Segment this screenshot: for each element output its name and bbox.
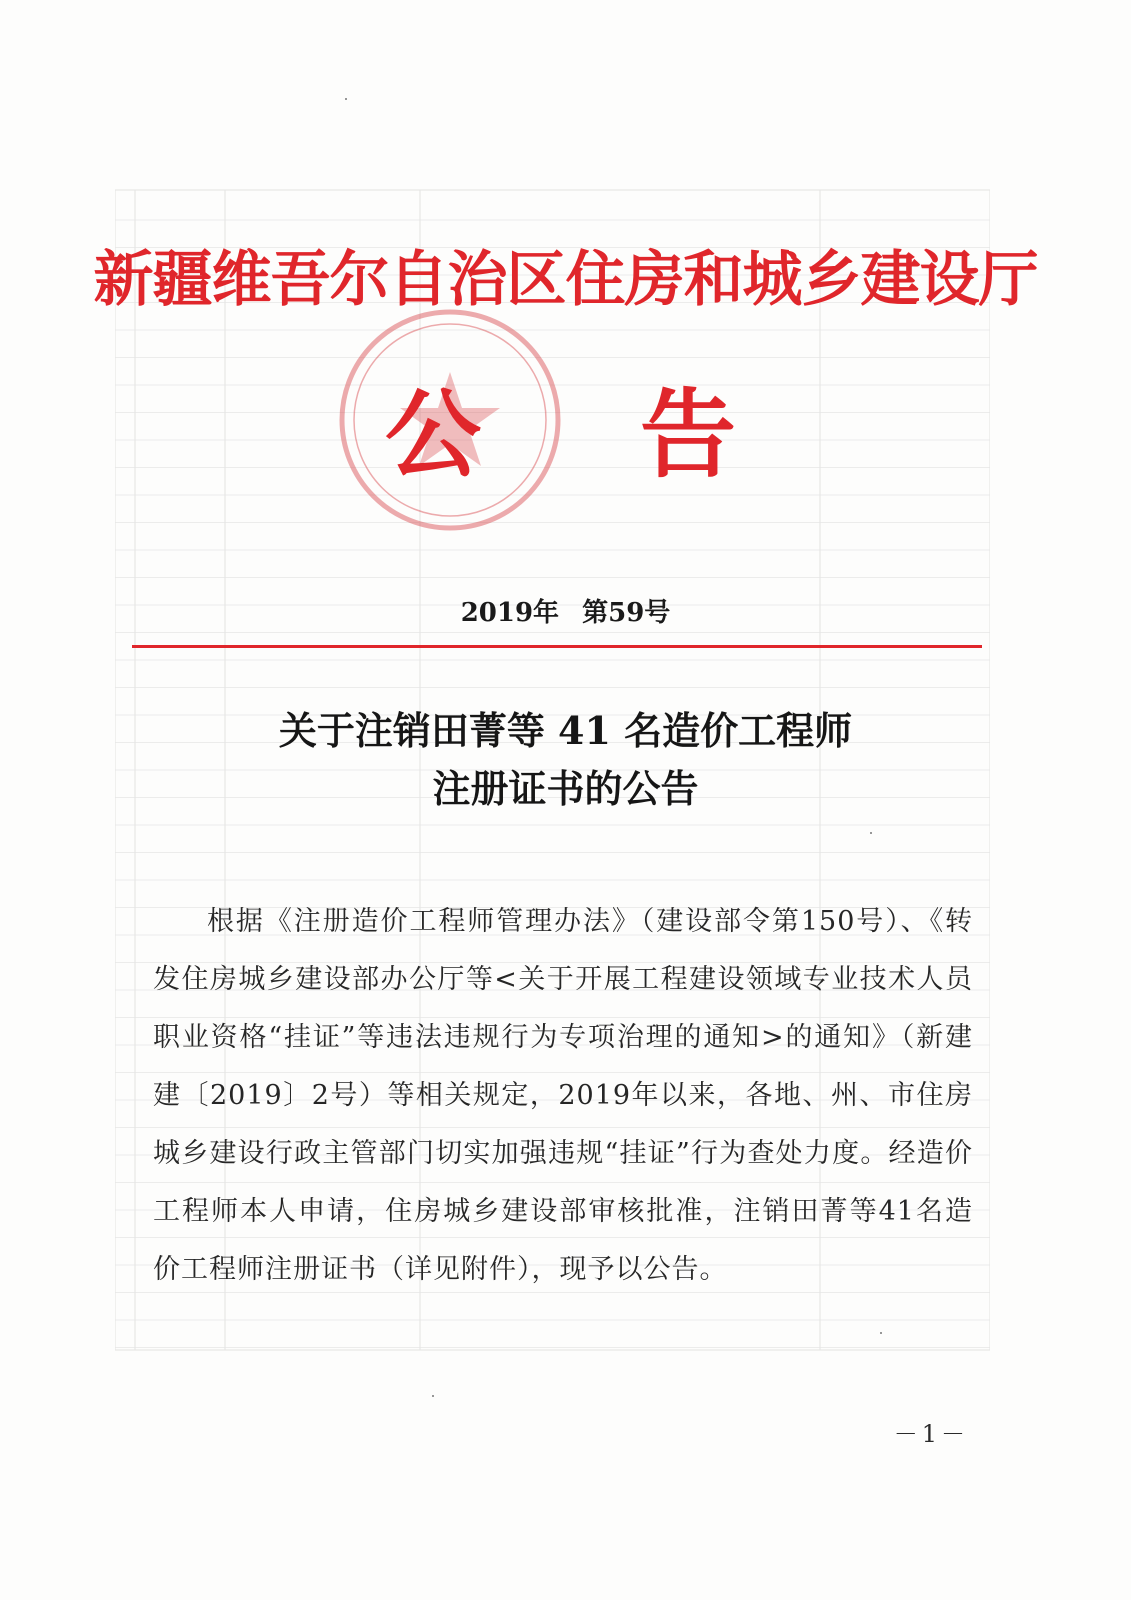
announcement-title-line-2: 注册证书的公告 [432,766,699,811]
doc-type-char-1: 公 [385,379,481,491]
announcement-body: 根据《注册造价工程师管理办法》（建设部令第150号）、《转发住房城乡建设部办公厅等<关于开展工程建设领域专业技术人员职业资格“挂证”等违法违规行为专项治理的通知>的通知》（新建建〔2019〕2号）等相关规定，2019年以来，各地、州、市住房城乡建设行政主管部门切实加强违规“挂证”行为查处力度。经造价工程师本人申请，住房城乡建设部审核批准，注销田菁等41名造价工程师注册证书（详见附件），现予以公告。 [153,906,973,1285]
doc-type-char-2: 告 [640,379,736,491]
page-number: －1－ [893,1420,969,1448]
scan-speck [345,98,347,100]
scan-speck [870,832,872,834]
scan-speck [880,1332,882,1334]
red-divider-line [132,645,982,648]
issuing-authority-header: 新疆维吾尔自治区住房和城乡建设厅 [93,245,1038,315]
scan-speck [432,1395,434,1397]
announcement-title-line-1: 关于注销田菁等 41 名造价工程师 [278,708,853,753]
document-type-heading [0,380,1131,500]
document-number: 2019年 第59号 [460,598,671,628]
